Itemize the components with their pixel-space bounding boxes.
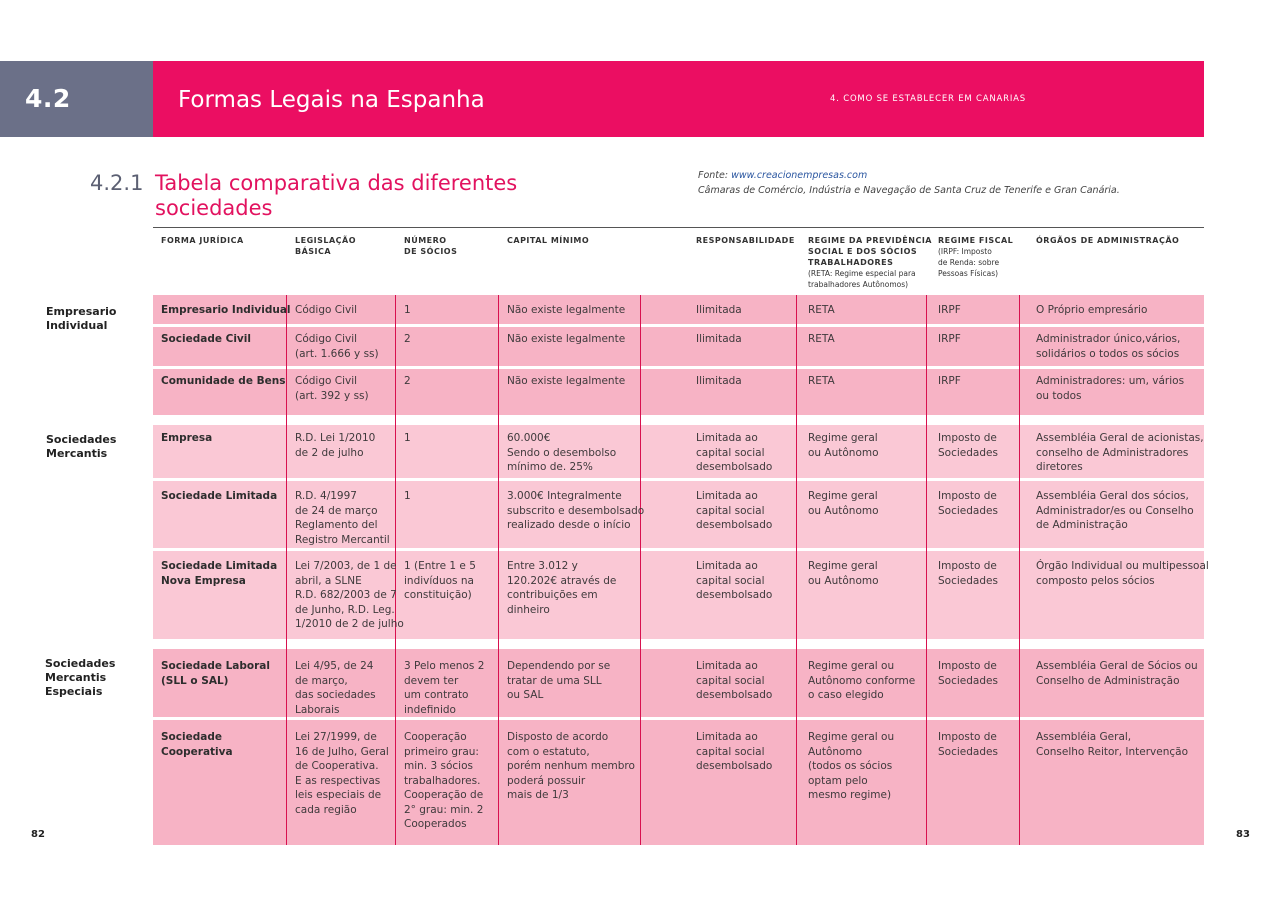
text-line: Limitada ao: [696, 731, 758, 743]
text-line: Ilimitada: [696, 304, 742, 316]
text-line: (RETA: Regime especial para: [808, 269, 916, 278]
text-line: Disposto de acordo: [507, 731, 609, 743]
text-line: de março,: [295, 674, 348, 687]
column-header-socios: [404, 235, 457, 257]
text-line: Regime geral: [808, 490, 878, 502]
text-line: Sociedade Limitada: [161, 560, 278, 572]
text-line: Empresa: [161, 432, 213, 444]
cell-capital-minimo: [507, 659, 610, 703]
cell-capital-minimo: [507, 332, 625, 347]
cell-regime-previdencia: [808, 659, 915, 703]
text-line: 2: [404, 375, 411, 387]
text-line: Sociedade: [161, 731, 222, 743]
text-line: poderá possuir: [507, 774, 586, 787]
text-line: NÚMERO: [404, 236, 447, 245]
text-line: Cooperação: [404, 731, 467, 743]
text-line: Código Civil: [295, 375, 358, 387]
text-line: Sociedades: [938, 674, 998, 687]
text-line: Especiais: [45, 685, 103, 698]
text-line: Administradores: um, vários: [1036, 375, 1185, 387]
text-line: de Renda: sobre: [938, 258, 1000, 267]
text-line: Órgão Individual ou multipessoal: [1036, 560, 1209, 572]
cell-orgaos-administracao: [1036, 431, 1204, 475]
text-line: TRABALHADORES: [808, 258, 894, 267]
text-line: (art. 1.666 y ss): [295, 347, 379, 360]
column-header-fiscal-title: [938, 235, 1013, 246]
column-header-capital: [507, 235, 589, 246]
text-line: desembolsado: [696, 519, 773, 531]
group-label-empresario-individual: [46, 305, 116, 333]
text-line: Conselho de Administração: [1036, 674, 1180, 687]
text-line: Sociedade Limitada: [161, 490, 278, 502]
text-line: Assembléia Geral dos sócios,: [1036, 490, 1189, 502]
text-line: de 24 de março: [295, 504, 378, 517]
text-line: ou Autônomo: [808, 504, 879, 517]
text-line: de Junho, R.D. Leg.: [295, 603, 395, 616]
text-line: composto pelos sócios: [1036, 574, 1155, 587]
text-line: Ilimitada: [696, 375, 742, 387]
text-line: Sociedade Civil: [161, 333, 251, 345]
text-line: Código Civil: [295, 304, 358, 316]
text-line: REGIME FISCAL: [938, 236, 1014, 245]
column-header-fiscal: [938, 235, 1013, 279]
subsection-number: 4.2.1: [90, 171, 144, 195]
cell-legislacao: [295, 659, 376, 717]
text-line: indivíduos na: [404, 574, 474, 587]
text-line: Entre 3.012 y: [507, 560, 578, 572]
text-line: Lei 7/2003, de 1 de: [295, 560, 397, 572]
text-line: 1: [404, 432, 411, 444]
text-line: de Administração: [1036, 519, 1128, 531]
column-header-fiscal-note: [938, 246, 1013, 279]
text-line: (IRPF: Imposto: [938, 247, 992, 256]
source-chambers: Câmaras de Comércio, Indústria e Navegação de Santa Cruz de Tenerife e Gran Canária.: [698, 185, 1120, 196]
text-line: indefinido: [404, 703, 456, 716]
text-line: REGIME DA PREVIDÊNCIA: [808, 236, 932, 245]
text-line: 2: [404, 333, 411, 345]
cell-capital-minimo: [507, 431, 616, 475]
cell-regime-previdencia: [808, 303, 835, 318]
text-line: RESPONSABILIDADE: [696, 236, 795, 245]
text-line: Autônomo conforme: [808, 674, 916, 687]
text-line: Regime geral: [808, 560, 878, 572]
cell-capital-minimo: [507, 559, 616, 617]
column-divider: [286, 295, 287, 845]
cell-responsabilidade: [696, 730, 772, 774]
cell-regime-fiscal: [938, 659, 998, 688]
source-line: [698, 170, 867, 181]
text-line: Registro Mercantil: [295, 533, 390, 546]
cell-forma-juridica: [161, 374, 285, 389]
text-line: 3 Pelo menos 2: [404, 660, 485, 672]
text-line: RETA: [808, 304, 835, 316]
text-line: Cooperativa: [161, 745, 233, 758]
text-line: Empresario Individual: [161, 304, 291, 316]
text-line: Administrador único,vários,: [1036, 333, 1181, 345]
row-divider: [153, 548, 1204, 551]
text-line: ou todos: [1036, 389, 1082, 402]
text-line: Nova Empresa: [161, 574, 246, 587]
cell-forma-juridica: [161, 303, 291, 318]
text-line: Assembléia Geral,: [1036, 731, 1132, 743]
cell-legislacao: [295, 489, 390, 547]
cell-regime-previdencia: [808, 730, 894, 803]
cell-numero-socios: [404, 374, 411, 389]
cell-capital-minimo: [507, 303, 625, 318]
text-line: Sociedades: [938, 574, 998, 587]
text-line: das sociedades: [295, 689, 376, 701]
page-title: Formas Legais na Espanha: [178, 87, 485, 113]
text-line: 3.000€ Integralmente: [507, 490, 622, 502]
text-line: IRPF: [938, 375, 961, 387]
cell-legislacao: [295, 431, 375, 460]
group-label-sociedades-mercantis-especiais: [45, 657, 115, 699]
text-line: Assembléia Geral de acionistas,: [1036, 432, 1204, 444]
header-rule: [153, 227, 1204, 228]
cell-regime-previdencia: [808, 332, 835, 347]
cell-numero-socios: [404, 431, 411, 446]
text-line: dinheiro: [507, 603, 550, 616]
text-line: com o estatuto,: [507, 745, 590, 758]
cell-forma-juridica: [161, 332, 251, 347]
text-line: 1: [404, 304, 411, 316]
text-line: capital social: [696, 504, 765, 517]
text-line: desembolsado: [696, 760, 773, 772]
text-line: conselho de Administradores: [1036, 446, 1189, 459]
row-divider: [153, 324, 1204, 327]
text-line: 1 (Entre 1 e 5: [404, 560, 476, 572]
row-divider: [153, 717, 1204, 720]
column-header-orgaos: [1036, 235, 1179, 246]
text-line: DE SÓCIOS: [404, 247, 458, 256]
text-line: Cooperação de: [404, 789, 484, 801]
cell-orgaos-administracao: [1036, 303, 1147, 318]
text-line: um contrato: [404, 689, 469, 701]
text-line: R.D. Lei 1/2010: [295, 432, 376, 444]
row-divider: [153, 366, 1204, 369]
cell-responsabilidade: [696, 303, 742, 318]
text-line: RETA: [808, 333, 835, 345]
cell-responsabilidade: [696, 659, 772, 703]
cell-regime-previdencia: [808, 489, 879, 518]
text-line: Comunidade de Bens: [161, 375, 286, 387]
cell-numero-socios: [404, 730, 483, 832]
cell-legislacao: [295, 730, 389, 817]
text-line: Não existe legalmente: [507, 375, 626, 387]
text-line: diretores: [1036, 461, 1083, 473]
cell-numero-socios: [404, 332, 411, 347]
text-line: Ilimitada: [696, 333, 742, 345]
text-line: Pessoas Físicas): [938, 269, 999, 278]
text-line: capital social: [696, 574, 765, 587]
column-divider: [1019, 295, 1020, 845]
text-line: Individual: [46, 319, 108, 332]
text-line: (todos os sócios: [808, 760, 893, 772]
column-header-forma: [161, 235, 244, 246]
text-line: Reglamento del: [295, 519, 378, 531]
text-line: optam pelo: [808, 774, 868, 787]
subsection-title-line: sociedades: [155, 196, 273, 220]
text-line: Limitada ao: [696, 560, 758, 572]
text-line: trabalhadores.: [404, 774, 481, 787]
cell-numero-socios: [404, 659, 484, 717]
column-header-legislacao: [295, 235, 356, 257]
cell-responsabilidade: [696, 559, 772, 603]
text-line: Administrador/es ou Conselho: [1036, 504, 1194, 517]
text-line: 16 de Julho, Geral: [295, 745, 389, 758]
cell-responsabilidade: [696, 431, 772, 475]
cell-regime-fiscal: [938, 730, 998, 759]
text-line: Lei 27/1999, de: [295, 731, 377, 743]
subsection-title-line: Tabela comparativa das diferentes: [155, 171, 518, 195]
cell-legislacao: [295, 332, 379, 361]
cell-legislacao: [295, 374, 369, 403]
cell-numero-socios: [404, 559, 476, 603]
text-line: FORMA JURÍDICA: [161, 236, 244, 245]
text-line: RETA: [808, 375, 835, 387]
cell-forma-juridica: [161, 659, 270, 688]
text-line: capital social: [696, 674, 765, 687]
cell-regime-fiscal: [938, 431, 998, 460]
row-divider: [153, 478, 1204, 481]
text-line: min. 3 sócios: [404, 760, 473, 772]
text-line: trabalhadores Autônomos): [808, 280, 909, 289]
text-line: de Cooperativa.: [295, 760, 379, 772]
text-line: Limitada ao: [696, 490, 758, 502]
column-header-previdencia-note: [808, 268, 932, 290]
text-line: Lei 4/95, de 24: [295, 660, 374, 672]
text-line: Dependendo por se: [507, 660, 611, 672]
page-number-right: 83: [1236, 829, 1250, 840]
text-line: SOCIAL E DOS SÓCIOS: [808, 247, 918, 256]
text-line: desembolsado: [696, 461, 773, 473]
cell-capital-minimo: [507, 489, 644, 533]
text-line: (art. 392 y ss): [295, 389, 369, 402]
cell-regime-previdencia: [808, 431, 879, 460]
section-number-box: [0, 61, 153, 137]
text-line: solidários o todos os sócios: [1036, 347, 1180, 360]
cell-regime-fiscal: [938, 332, 961, 347]
text-line: tratar de uma SLL: [507, 674, 602, 687]
cell-regime-fiscal: [938, 489, 998, 518]
text-line: Imposto de: [938, 432, 997, 444]
text-line: Sociedades: [938, 745, 998, 758]
cell-responsabilidade: [696, 332, 742, 347]
cell-regime-previdencia: [808, 374, 835, 389]
text-line: Imposto de: [938, 490, 997, 502]
text-line: Mercantis: [46, 447, 108, 460]
text-line: contribuições em: [507, 589, 598, 601]
text-line: desembolsado: [696, 689, 773, 701]
text-line: Limitada ao: [696, 432, 758, 444]
text-line: 1/2010 de 2 de julho: [295, 618, 404, 630]
cell-responsabilidade: [696, 374, 742, 389]
column-header-responsabilidade: [696, 235, 795, 246]
text-line: Não existe legalmente: [507, 333, 626, 345]
chapter-label: 4. COMO SE ESTABLECER EM CANARIAS: [830, 94, 1026, 104]
text-line: Autônomo: [808, 745, 863, 758]
text-line: Não existe legalmente: [507, 304, 626, 316]
text-line: ÓRGÃOS DE ADMINISTRAÇÃO: [1036, 236, 1180, 245]
cell-regime-fiscal: [938, 559, 998, 588]
text-line: Sociedades: [938, 446, 998, 459]
text-line: O Próprio empresário: [1036, 304, 1148, 316]
text-line: devem ter: [404, 674, 459, 687]
text-line: E as respectivas: [295, 774, 381, 787]
text-line: Assembléia Geral de Sócios ou: [1036, 660, 1198, 672]
text-line: 120.202€ através de: [507, 574, 617, 587]
column-divider: [640, 295, 641, 845]
text-line: (SLL o SAL): [161, 674, 229, 687]
text-line: Imposto de: [938, 660, 997, 672]
text-line: de 2 de julho: [295, 446, 364, 459]
text-line: IRPF: [938, 333, 961, 345]
cell-regime-previdencia: [808, 559, 879, 588]
text-line: Sociedades: [45, 657, 116, 670]
text-line: constituição): [404, 589, 472, 601]
text-line: desembolsado: [696, 589, 773, 601]
text-line: ou SAL: [507, 689, 544, 701]
text-line: Conselho Reitor, Intervenção: [1036, 745, 1189, 758]
cell-numero-socios: [404, 303, 411, 318]
cell-orgaos-administracao: [1036, 374, 1184, 403]
text-line: porém nenhum membro: [507, 760, 635, 772]
column-header-previdencia-title: [808, 235, 932, 268]
text-line: Sociedades: [938, 504, 998, 517]
text-line: Imposto de: [938, 731, 997, 743]
cell-regime-fiscal: [938, 303, 961, 318]
cell-capital-minimo: [507, 374, 625, 389]
text-line: ou Autônomo: [808, 446, 879, 459]
text-line: mais de 1/3: [507, 789, 569, 801]
column-divider: [926, 295, 927, 845]
text-line: ou Autônomo: [808, 574, 879, 587]
cell-orgaos-administracao: [1036, 332, 1180, 361]
text-line: Regime geral ou: [808, 660, 895, 672]
text-line: capital social: [696, 745, 765, 758]
text-line: mínimo de. 25%: [507, 461, 593, 473]
cell-forma-juridica: [161, 489, 277, 504]
column-header-previdencia: [808, 235, 932, 290]
cell-capital-minimo: [507, 730, 635, 803]
cell-orgaos-administracao: [1036, 659, 1198, 688]
text-line: Regime geral ou: [808, 731, 895, 743]
text-line: abril, a SLNE: [295, 574, 362, 587]
text-line: Laborais: [295, 703, 340, 716]
text-line: leis especiais de: [295, 789, 382, 801]
cell-legislacao: [295, 303, 357, 318]
cell-legislacao: [295, 559, 404, 632]
text-line: 60.000€: [507, 432, 551, 444]
text-line: Empresario: [46, 305, 117, 318]
text-line: R.D. 4/1997: [295, 490, 357, 502]
text-line: Código Civil: [295, 333, 358, 345]
text-line: Regime geral: [808, 432, 878, 444]
text-line: subscrito e desembolsado: [507, 504, 645, 517]
cell-orgaos-administracao: [1036, 559, 1209, 588]
cell-responsabilidade: [696, 489, 772, 533]
text-line: cada região: [295, 803, 357, 816]
column-divider: [796, 295, 797, 845]
cell-orgaos-administracao: [1036, 730, 1188, 759]
text-line: capital social: [696, 446, 765, 459]
text-line: Imposto de: [938, 560, 997, 572]
subsection-title: [155, 171, 575, 221]
text-line: Cooperados: [404, 818, 467, 830]
cell-forma-juridica: [161, 559, 277, 588]
text-line: mesmo regime): [808, 789, 892, 801]
text-line: Mercantis: [45, 671, 107, 684]
text-line: 2° grau: min. 2: [404, 803, 484, 816]
text-line: LEGISLAÇÃO: [295, 236, 357, 245]
text-line: BÁSICA: [295, 247, 332, 256]
text-line: Sendo o desembolso: [507, 446, 617, 459]
cell-orgaos-administracao: [1036, 489, 1194, 533]
text-line: CAPITAL MÍNIMO: [507, 236, 590, 245]
cell-forma-juridica: [161, 730, 233, 759]
cell-regime-fiscal: [938, 374, 961, 389]
page-number-left: 82: [31, 829, 45, 840]
group-label-sociedades-mercantis: [46, 433, 116, 461]
text-line: o caso elegido: [808, 689, 884, 701]
text-line: 1: [404, 490, 411, 502]
column-divider: [498, 295, 499, 845]
source-label: Fonte:: [698, 170, 732, 181]
text-line: Limitada ao: [696, 660, 758, 672]
cell-forma-juridica: [161, 431, 212, 446]
text-line: realizado desde o início: [507, 519, 631, 531]
text-line: Sociedade Laboral: [161, 660, 270, 672]
text-line: primeiro grau:: [404, 745, 479, 758]
cell-numero-socios: [404, 489, 411, 504]
text-line: IRPF: [938, 304, 961, 316]
text-line: Sociedades: [46, 433, 117, 446]
section-number: 4.2: [25, 84, 71, 113]
source-link[interactable]: www.creacionempresas.com: [731, 170, 868, 181]
text-line: R.D. 682/2003 de 7: [295, 589, 397, 601]
